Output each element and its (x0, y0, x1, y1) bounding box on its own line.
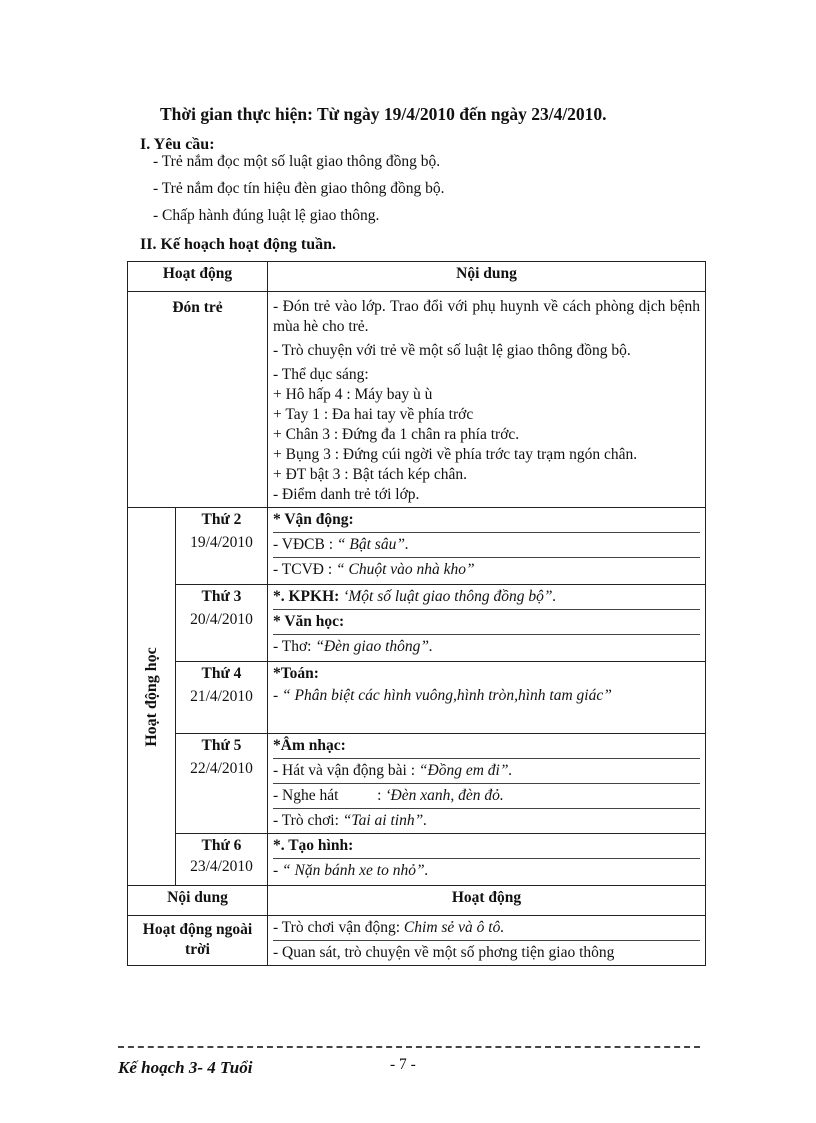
activity-line (273, 916, 700, 941)
hoat-dong-hoc-cell (128, 508, 176, 886)
page-title: Thời gian thực hiện: Từ ngày 19/4/2010 đến ngày 23/4/2010. (160, 104, 607, 124)
line-prefix: - Trò chơi: (273, 812, 343, 829)
line-prefix: - Hát và vận động bài : (273, 762, 419, 779)
day-cell (176, 662, 268, 734)
activity-heading: *Âm nhạc: (273, 734, 700, 759)
day-content (268, 834, 706, 886)
activity-heading (273, 585, 700, 610)
activity-line (273, 635, 700, 659)
line-title: “Đèn giao thông”. (315, 638, 433, 655)
line-title: “ Chuột vào nhà kho” (336, 561, 475, 578)
day-label: Thứ 4 (201, 665, 242, 682)
activity-line (273, 859, 700, 883)
plan-heading: II. Kế hoạch hoạt động tuần. (140, 236, 337, 253)
exercise-line: + Tay 1 : Đa hai tay về phía trớc (273, 406, 474, 423)
day-date: 22/4/2010 (190, 760, 253, 777)
heading-label: *. KPKH: (273, 588, 340, 605)
line-prefix: - TCVĐ : (273, 561, 337, 578)
weekly-plan-table (127, 261, 706, 966)
day-label: Thứ 5 (201, 737, 242, 754)
day-date: 20/4/2010 (190, 611, 253, 628)
line-title: “ Bật sâu”. (336, 536, 409, 553)
activity-line: - Quan sát, trò chuyện về một số phơng tiện giao thông (273, 944, 615, 961)
header-activity: Hoạt động (128, 262, 268, 292)
day-cell (176, 734, 268, 834)
exercise-line: + Bụng 3 : Đứng cúi ngời về phía trớc tay trạm ngón chân. (273, 446, 638, 463)
outdoor-content (268, 916, 706, 966)
don-tre-content (268, 292, 706, 508)
day-content (268, 734, 706, 834)
line-title: “ Nặn bánh xe to nhỏ”. (282, 862, 429, 879)
requirement-item: - Chấp hành đúng luật lệ giao thông. (153, 207, 380, 224)
exercise-line: + Hô hấp 4 : Máy bay ù ù (273, 386, 433, 403)
line-title: Chim sẻ và ô tô. (403, 919, 505, 936)
day-date: 21/4/2010 (190, 688, 253, 705)
footer-title: Kế hoạch 3- 4 Tuổi (118, 1058, 253, 1077)
heading-title: ‘Một số luật giao thông đồng bộ”. (339, 588, 557, 605)
line-prefix: - Trò chơi vận động: (273, 919, 404, 936)
day-cell (176, 508, 268, 585)
day-content (268, 662, 706, 734)
day-date: 23/4/2010 (190, 858, 253, 875)
activity-line (273, 784, 700, 809)
line-prefix: - (273, 862, 283, 879)
attendance-line: - Điểm danh trẻ tới lớp. (273, 486, 420, 503)
activity-line (273, 809, 700, 833)
requirements-heading: I. Yêu cầu: (140, 136, 215, 153)
exercise-heading: - Thể dục sáng: (273, 366, 369, 383)
line-prefix: - (273, 687, 283, 704)
day-label: Thứ 3 (201, 588, 242, 605)
line-title: ‘Đèn xanh, đèn đỏ. (385, 787, 504, 804)
day-content (268, 585, 706, 662)
day-label: Thứ 2 (201, 511, 242, 528)
line-title: “Tai ai tinh”. (342, 812, 428, 829)
line-prefix: - Thơ: (273, 638, 316, 655)
activity-heading: * Văn học: (273, 610, 700, 635)
activity-heading: *. Tạo hình: (273, 834, 700, 859)
requirement-item: - Trẻ nắm đọc một số luật giao thông đồng bộ. (153, 153, 441, 170)
activity-line (273, 558, 700, 582)
hoat-dong-hoc-label: Hoạt động học (142, 646, 160, 747)
line-title: “Đồng em đi”. (418, 762, 513, 779)
footer-divider (118, 1046, 700, 1048)
don-tre-label: Đón trẻ (128, 292, 268, 508)
header-content: Nội dung (268, 262, 706, 292)
activity-line (273, 686, 700, 706)
exercise-line: + Chân 3 : Đứng đa 1 chân ra phía trớc. (273, 426, 520, 443)
activity-heading: *Toán: (273, 665, 319, 682)
activity-line (273, 759, 700, 784)
outdoor-label: Hoạt động ngoài trời (128, 916, 268, 966)
activity-heading: * Vận động: (273, 508, 700, 533)
line-title: “ Phân biệt các hình vuông,hình tròn,hình tam giác” (282, 687, 612, 704)
header-content-2: Nội dung (128, 886, 268, 916)
don-tre-paragraph: - Trò chuyện với trẻ về một số luật lệ giao thông đồng bộ. (273, 342, 631, 359)
day-label: Thứ 6 (201, 837, 242, 854)
day-cell (176, 585, 268, 662)
activity-line (273, 533, 700, 558)
line-prefix: - VĐCB : (273, 536, 337, 553)
day-date: 19/4/2010 (190, 534, 253, 551)
exercise-line: + ĐT bật 3 : Bật tách kép chân. (273, 466, 467, 483)
day-content (268, 508, 706, 585)
header-activity-2: Hoạt động (268, 886, 706, 916)
page-number: - 7 - (390, 1056, 416, 1073)
line-prefix: - Nghe hát : (273, 787, 386, 804)
don-tre-paragraph: - Đón trẻ vào lớp. Trao đổi với phụ huynh về cách phòng dịch bệnh mùa hè cho trẻ. (273, 298, 700, 335)
requirement-item: - Trẻ nắm đọc tín hiệu đèn giao thông đồng bộ. (153, 180, 445, 197)
day-cell (176, 834, 268, 886)
